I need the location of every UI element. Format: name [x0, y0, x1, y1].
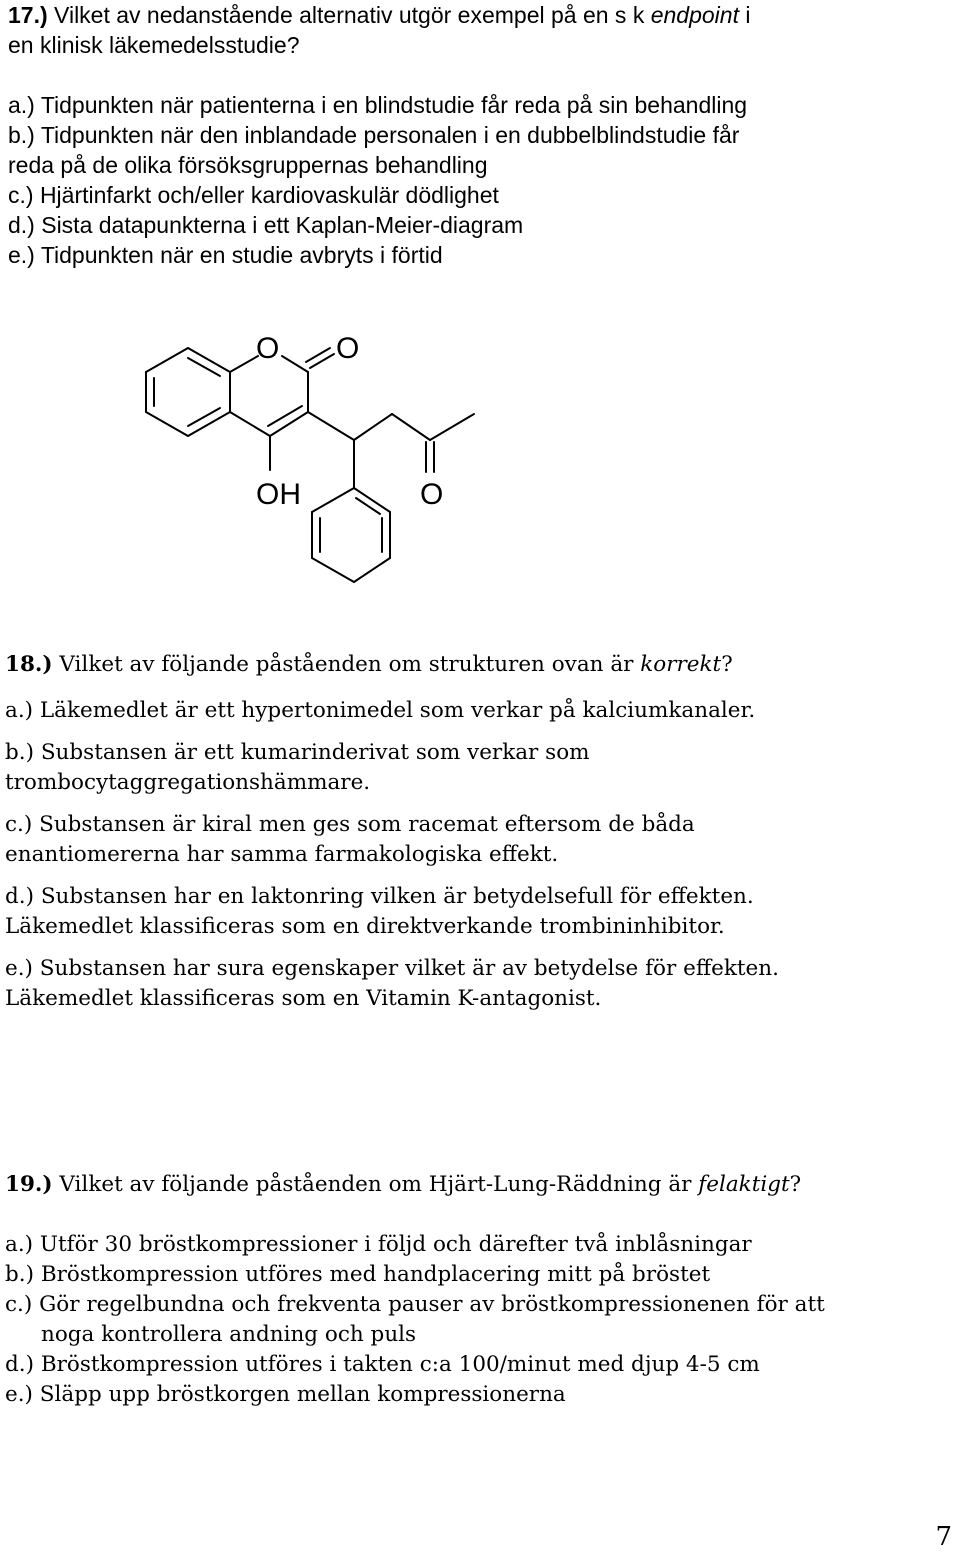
question-18-text-end: ? — [721, 652, 733, 677]
question-17-prompt — [8, 0, 953, 30]
question-19-text-end: ? — [789, 1172, 802, 1197]
question-18-option-d-cont: Läkemedlet klassificeras som en direktverkande trombininhibitor. — [5, 914, 725, 939]
bond — [312, 488, 354, 512]
question-17-option-b-cont: reda på de olika försöksgruppernas behandling — [8, 152, 488, 178]
question-19 — [5, 1170, 950, 1410]
question-18-option-c: c.) Substansen är kiral men ges som racemat eftersom de båda — [5, 812, 695, 837]
bond — [230, 356, 258, 372]
question-17-option-e: e.) Tidpunkten när en studie avbryts i förtid — [8, 242, 443, 268]
question-18-number: 18.) — [5, 652, 53, 677]
question-17-option-c: c.) Hjärtinfarkt och/eller kardiovaskulär dödlighet — [8, 182, 499, 208]
question-17-text-end: i — [738, 2, 751, 28]
question-17-text: Vilket av nedanstående alternativ utgör exempel på en s k — [47, 2, 651, 28]
atom-label-oh: OH — [256, 478, 301, 511]
question-17-number: 17.) — [8, 2, 48, 28]
question-19-option-e: e.) Släpp upp bröstkorgen mellan kompressionerna — [5, 1382, 566, 1407]
question-18 — [5, 650, 950, 1014]
bond — [308, 412, 354, 440]
question-17-option-b: b.) Tidpunkten när den inblandade personalen i en dubbelblindstudie får — [8, 122, 740, 148]
bond — [188, 358, 220, 376]
question-18-option-c-cont: enantiomererna har samma farmakologiska effekt. — [5, 842, 559, 867]
bond — [354, 558, 390, 582]
question-19-italic-term: felaktigt — [698, 1172, 790, 1197]
spacer — [8, 60, 953, 90]
question-19-option-a: a.) Utför 30 bröstkompressioner i följd och därefter två inblåsningar — [5, 1232, 752, 1257]
bond — [356, 498, 380, 514]
bond — [392, 414, 430, 440]
bond — [310, 354, 334, 368]
bond — [270, 412, 308, 436]
question-19-option-c-cont: noga kontrollera andning och puls — [41, 1322, 417, 1347]
chemical-structure-diagram — [130, 318, 490, 608]
spacer — [5, 798, 950, 810]
bond — [188, 408, 220, 426]
question-19-prompt — [5, 1170, 950, 1200]
spacer — [5, 942, 950, 954]
question-19-option-d: d.) Bröstkompression utföres i takten c:a 100/minut med djup 4-5 cm — [5, 1352, 760, 1377]
bond — [306, 348, 330, 362]
spacer — [5, 726, 950, 738]
question-17-option-d: d.) Sista datapunkterna i ett Kaplan-Meier-diagram — [8, 212, 524, 238]
question-18-italic-term: korrekt — [640, 652, 722, 677]
question-17-option-a: a.) Tidpunkten när patienterna i en blindstudie får reda på sin behandling — [8, 92, 748, 118]
spacer — [5, 680, 950, 696]
page-number: 7 — [935, 1522, 952, 1552]
bond — [146, 348, 188, 372]
atom-label-o-carbonyl: O — [336, 332, 360, 365]
question-18-option-e-cont: Läkemedlet klassificeras som en Vitamin K-antagonist. — [5, 986, 602, 1011]
spacer — [5, 1200, 950, 1230]
question-18-option-e: e.) Substansen har sura egenskaper vilket är av betydelse för effekten. — [5, 956, 779, 981]
question-18-option-a: a.) Läkemedlet är ett hypertonimedel som verkar på kalciumkanaler. — [5, 698, 756, 723]
question-19-option-c: c.) Gör regelbundna och frekventa pauser av bröstkompressionenen för att — [5, 1292, 825, 1317]
question-18-text: Vilket av följande påståenden om strukturen ovan är — [52, 652, 641, 677]
bond — [282, 356, 308, 372]
bond — [188, 412, 230, 436]
question-17-italic-term: endpoint — [650, 2, 739, 28]
atom-label-o-ketone: O — [420, 478, 444, 511]
atom-label-o-ring: O — [256, 332, 280, 365]
question-17 — [8, 0, 953, 270]
question-19-number: 19.) — [5, 1172, 53, 1197]
question-18-option-d: d.) Substansen har en laktonring vilken är betydelsefull för effekten. — [5, 884, 754, 909]
bond — [354, 414, 392, 440]
bond — [268, 406, 302, 426]
bond — [188, 348, 230, 372]
bond — [146, 412, 188, 436]
spacer — [5, 870, 950, 882]
question-19-text: Vilket av följande påståenden om Hjärt-Lung-Räddning är — [52, 1172, 699, 1197]
question-18-option-b-cont: trombocytaggregationshämmare. — [5, 770, 371, 795]
bond — [230, 412, 270, 436]
bond — [312, 558, 354, 582]
question-18-prompt — [5, 650, 950, 680]
question-18-option-b: b.) Substansen är ett kumarinderivat som verkar som — [5, 740, 590, 765]
question-19-option-b: b.) Bröstkompression utföres med handplacering mitt på bröstet — [5, 1262, 711, 1287]
bond — [430, 414, 474, 440]
question-17-prompt-line2: en klinisk läkemedelsstudie? — [8, 32, 300, 58]
